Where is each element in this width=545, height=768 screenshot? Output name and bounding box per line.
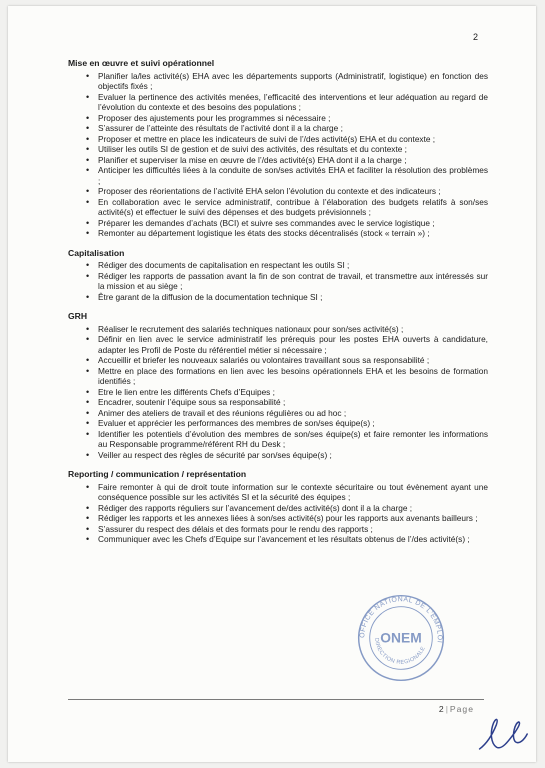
document-body xyxy=(68,58,488,554)
footer-page-number-value: 2 xyxy=(438,704,444,714)
section-title-capitalisation: Capitalisation xyxy=(68,247,125,258)
footer-page-word: Page xyxy=(449,704,474,714)
list-item: • Proposer des réorientations de l’activité EHA selon l’évolution du contexte et des indicateurs ; xyxy=(68,186,488,197)
page-number-top: 2 xyxy=(472,32,478,42)
list-item: • S’assurer du respect des délais et des formats pour le rendu des rapports ; xyxy=(68,524,488,535)
footer-page-number xyxy=(439,704,474,714)
section-list-capitalisation xyxy=(68,260,488,302)
list-item: • Accueillir et briefer les nouveaux salariés ou volontaires travaillant sous sa responsabilité ; xyxy=(68,355,488,366)
list-item: • Veiller au respect des règles de sécurité par son/ses équipe(s) ; xyxy=(68,450,488,461)
list-item: • Définir en lien avec le service administratif les prérequis pour les postes EHA ouverts à candidature, adapter les Profil de Poste du référentiel métier si nécessaire ; xyxy=(68,334,488,355)
list-item: • Rédiger des documents de capitalisation en respectant les outils SI ; xyxy=(68,260,488,271)
section-title-reporting: Reporting / communication / représentation xyxy=(68,469,247,479)
list-item: • Rédiger les rapports de passation avant la fin de son contrat de travail, et transmettre aux intéressés sur la mission et au siège ; xyxy=(68,271,488,292)
list-item: • Préparer les demandes d’achats (BCI) et suivre ses commandes avec le service logistique ; xyxy=(68,218,488,229)
list-item: • Être garant de la diffusion de la documentation technique SI ; xyxy=(68,292,488,303)
list-item: • Utiliser les outils SI de gestion et de suivi des activités, des résultats et du contexte ; xyxy=(68,144,488,155)
document-page xyxy=(8,6,536,762)
stamp-inner-text: DIRECTION REGIONALE xyxy=(373,637,427,666)
list-item: • Animer des ateliers de travail et des réunions régulières ou ad hoc ; xyxy=(68,408,488,419)
list-item: • Rédiger des rapports réguliers sur l’avancement de/des activité(s) dont il a la charge ; xyxy=(68,503,488,514)
list-item: • Réaliser le recrutement des salariés techniques nationaux pour son/ses activité(s) ; xyxy=(68,324,488,335)
list-item: • Encadrer, soutenir l’équipe sous sa responsabilité ; xyxy=(68,397,488,408)
list-item: • Communiquer avec les Chefs d’Equipe sur l’avancement et les résultats obtenus de l’/des activité(s) ; xyxy=(68,534,488,545)
list-item: • Evaluer et apprécier les performances des membres de son/ses équipe(s) ; xyxy=(68,418,488,429)
list-item: • Remonter au département logistique les états des stocks décentralisés (stock « terrain ») ; xyxy=(68,228,488,239)
list-item: • Faire remonter à qui de droit toute information sur le contexte sécuritaire ou tout évènement ayant une conséquence possible sur les activités SI et la sécurité des équipes ; xyxy=(68,482,488,503)
footer-divider xyxy=(68,699,484,700)
section-title-grh: GRH xyxy=(68,311,88,321)
list-item: • Mettre en place des formations en lien avec les besoins opérationnels EHA et les besoins de formation identifiés ; xyxy=(68,366,488,387)
stamp-outer-text: OFFICE NATIONAL DE L'EMPLOI xyxy=(359,596,443,644)
list-item: • Anticiper les difficultés liées à la conduite de son/ses activités EHA et faciliter la résolution des problèmes ; xyxy=(68,165,488,186)
section-title-mise-en-oeuvre: Mise en œuvre et suivi opérationnel xyxy=(68,58,215,68)
list-item: • Planifier et superviser la mise en œuvre de l’/des activité(s) EHA dont il a la charge ; xyxy=(68,155,488,166)
list-item: • Etre le lien entre les différents Chefs d’Equipes ; xyxy=(68,387,488,398)
list-item: • En collaboration avec le service administratif, contribue à l’élaboration des budgets relatifs à son/ses activité(s) et effectuer le suivi des dépenses et des budgets prévisionnels ; xyxy=(68,197,488,218)
list-item: • Identifier les potentiels d’évolution des membres de son/ses équipe(s) et faire remonter les informations au Responsable programme/référent RH du Desk ; xyxy=(68,429,488,450)
list-item: • Proposer des ajustements pour les programmes si nécessaire ; xyxy=(68,113,488,124)
section-list-mise-en-oeuvre xyxy=(68,71,488,239)
section-list-reporting xyxy=(68,482,488,545)
section-list-grh xyxy=(68,324,488,461)
list-item: • Rédiger les rapports et les annexes liées à son/ses activité(s) pour les rapports aux avenants bailleurs ; xyxy=(68,513,488,524)
handwritten-signature xyxy=(474,706,530,762)
stamp-center-text: ONEM xyxy=(380,630,422,646)
list-item: • S’assurer de l’atteinte des résultats de l’activité dont il a la charge ; xyxy=(68,123,488,134)
list-item: • Evaluer la pertinence des activités menées, l’efficacité des interventions et leur adéquation au regard de l’évolution du contexte et des besoins des populations ; xyxy=(68,92,488,113)
footer-separator: | xyxy=(445,704,448,714)
list-item: • Planifier la/les activité(s) EHA avec les départements supports (Administratif, logistique) en fonction des objectifs fixés ; xyxy=(68,71,488,92)
official-stamp xyxy=(355,592,447,684)
list-item: • Proposer et mettre en place les indicateurs de suivi de l’/des activité(s) EHA et du contexte ; xyxy=(68,134,488,145)
